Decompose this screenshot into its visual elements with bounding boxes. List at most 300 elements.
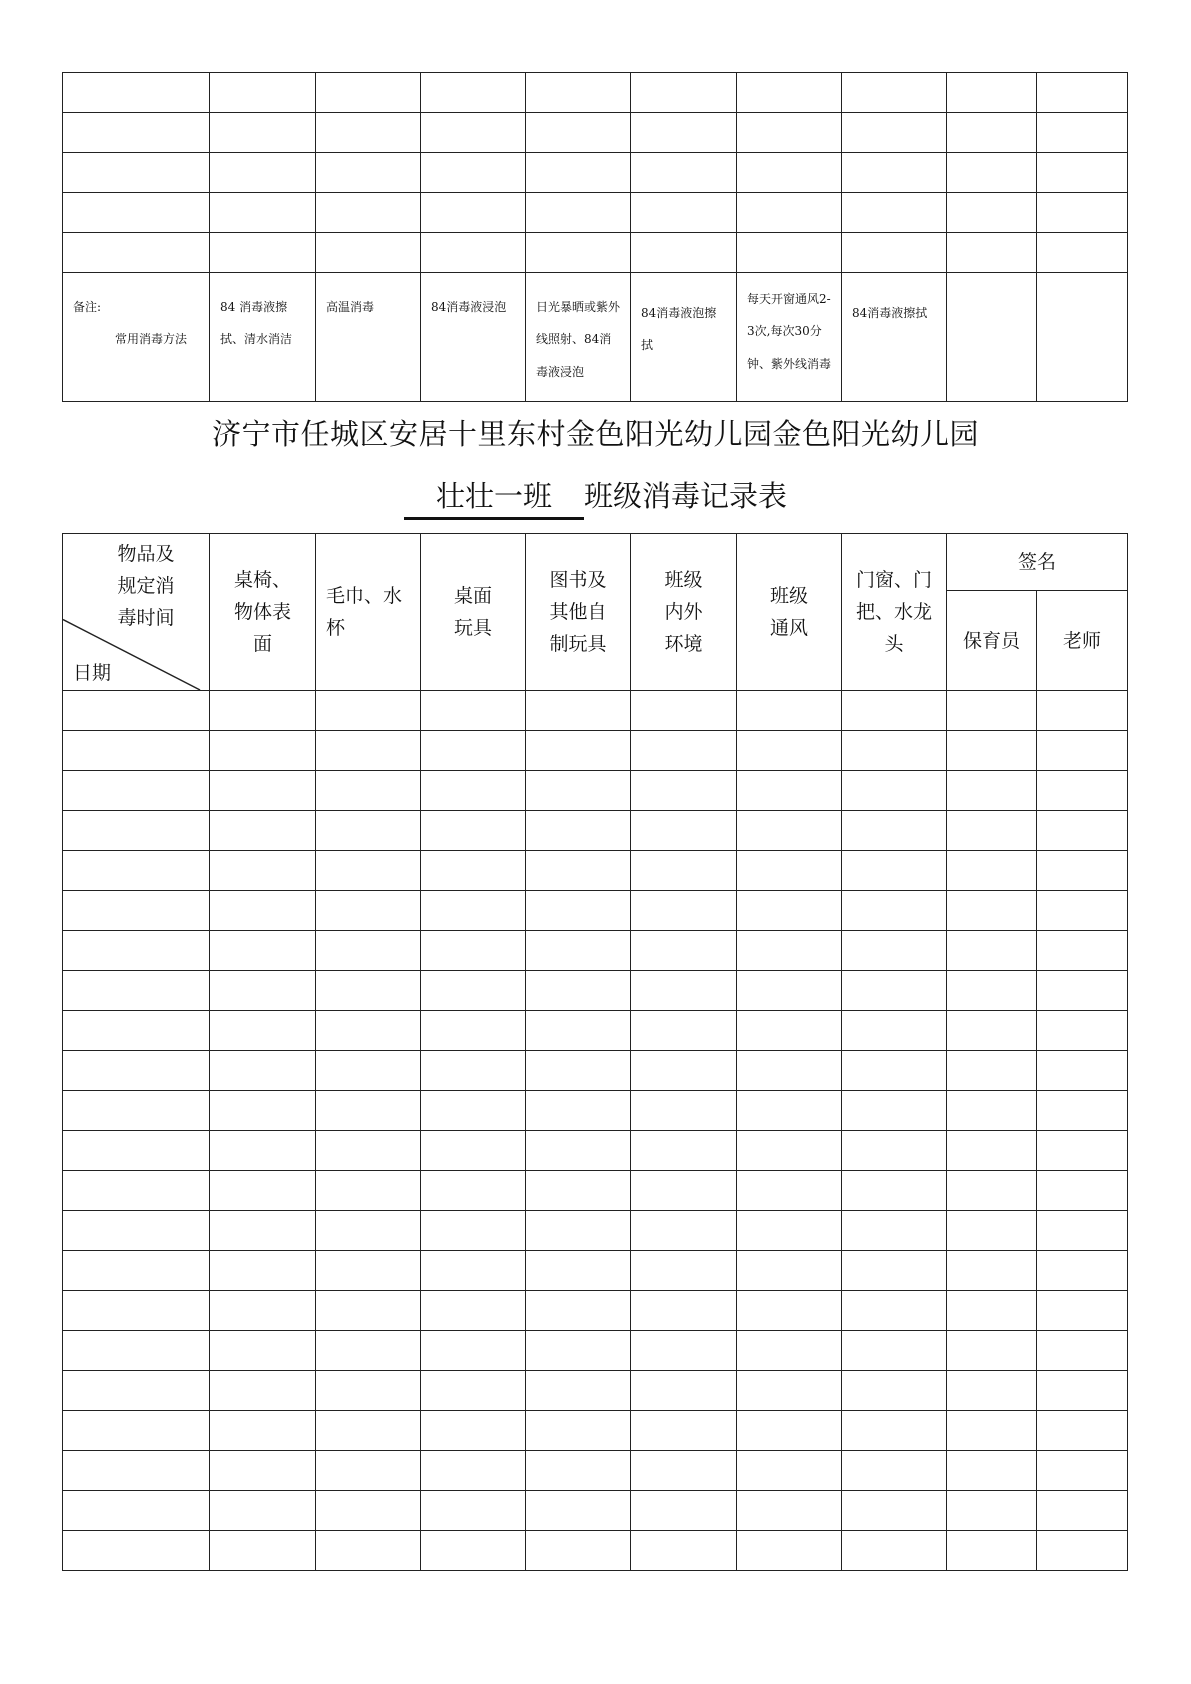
table-cell[interactable] bbox=[842, 233, 947, 273]
table-cell[interactable] bbox=[210, 1371, 316, 1411]
table-cell[interactable] bbox=[737, 1091, 842, 1131]
table-cell[interactable] bbox=[526, 731, 631, 771]
table-cell[interactable] bbox=[842, 153, 947, 193]
table-cell[interactable] bbox=[421, 73, 526, 113]
table-cell[interactable] bbox=[316, 1371, 421, 1411]
table-cell[interactable] bbox=[842, 731, 947, 771]
table-cell[interactable] bbox=[421, 1131, 526, 1171]
method-cell-environment: 84消毒液泡擦拭 bbox=[631, 273, 737, 402]
table-cell[interactable] bbox=[947, 1411, 1037, 1451]
table-cell[interactable] bbox=[316, 811, 421, 851]
table-cell[interactable] bbox=[631, 233, 737, 273]
table-cell[interactable] bbox=[421, 971, 526, 1011]
table-cell[interactable] bbox=[1037, 1251, 1128, 1291]
table-cell[interactable] bbox=[1037, 931, 1128, 971]
table-cell[interactable] bbox=[631, 1211, 737, 1251]
table-cell[interactable] bbox=[210, 1051, 316, 1091]
table-cell[interactable] bbox=[1037, 771, 1128, 811]
table-cell[interactable] bbox=[526, 1371, 631, 1411]
table-cell[interactable] bbox=[316, 1251, 421, 1291]
table-cell[interactable] bbox=[526, 1011, 631, 1051]
table-cell[interactable] bbox=[210, 1291, 316, 1331]
table-cell[interactable] bbox=[421, 1091, 526, 1131]
table-cell[interactable] bbox=[737, 1011, 842, 1051]
table-cell[interactable] bbox=[1037, 1091, 1128, 1131]
table-cell[interactable] bbox=[210, 771, 316, 811]
table-cell[interactable] bbox=[737, 233, 842, 273]
table-cell[interactable] bbox=[631, 851, 737, 891]
table-cell[interactable] bbox=[526, 771, 631, 811]
table-cell[interactable] bbox=[210, 1251, 316, 1291]
table-cell[interactable] bbox=[316, 851, 421, 891]
table-cell[interactable] bbox=[947, 193, 1037, 233]
table-cell[interactable] bbox=[316, 1131, 421, 1171]
table-cell[interactable] bbox=[947, 1291, 1037, 1331]
table-cell[interactable] bbox=[737, 1531, 842, 1571]
table-cell[interactable] bbox=[63, 811, 210, 851]
table-cell[interactable] bbox=[737, 931, 842, 971]
table-cell[interactable] bbox=[316, 1291, 421, 1331]
method-cell-ventilation: 每天开窗通风2-3次,每次30分钟、紫外线消毒 bbox=[737, 273, 842, 402]
table-cell[interactable] bbox=[421, 1251, 526, 1291]
table-cell[interactable] bbox=[737, 1211, 842, 1251]
table-cell[interactable] bbox=[842, 1531, 947, 1571]
diagonal-header-date: 日期 bbox=[73, 662, 112, 684]
table-cell[interactable] bbox=[63, 153, 210, 193]
col-header-environment: 班级内外环境 bbox=[631, 534, 737, 691]
table-cell[interactable] bbox=[316, 1171, 421, 1211]
table-cell[interactable] bbox=[63, 193, 210, 233]
table-cell[interactable] bbox=[631, 73, 737, 113]
table-cell[interactable] bbox=[631, 811, 737, 851]
table-cell[interactable] bbox=[210, 851, 316, 891]
table-cell[interactable] bbox=[316, 691, 421, 731]
table-cell[interactable] bbox=[737, 851, 842, 891]
table-cell[interactable] bbox=[526, 971, 631, 1011]
table-cell[interactable] bbox=[526, 1331, 631, 1371]
table-cell[interactable] bbox=[737, 1451, 842, 1491]
table-cell[interactable] bbox=[947, 113, 1037, 153]
table-cell[interactable] bbox=[1037, 233, 1128, 273]
table-cell[interactable] bbox=[737, 811, 842, 851]
table-cell[interactable] bbox=[631, 1091, 737, 1131]
table-cell[interactable] bbox=[316, 971, 421, 1011]
table-cell[interactable] bbox=[63, 1131, 210, 1171]
table-cell[interactable] bbox=[842, 1251, 947, 1291]
table-cell[interactable] bbox=[631, 193, 737, 233]
table-cell[interactable] bbox=[947, 1211, 1037, 1251]
table-cell[interactable] bbox=[210, 1011, 316, 1051]
table-cell[interactable] bbox=[63, 1011, 210, 1051]
table-cell[interactable] bbox=[526, 73, 631, 113]
table-cell[interactable] bbox=[316, 1211, 421, 1251]
table-cell[interactable] bbox=[210, 1451, 316, 1491]
table-cell[interactable] bbox=[63, 1211, 210, 1251]
table-cell[interactable] bbox=[421, 1411, 526, 1451]
table-cell[interactable] bbox=[737, 1291, 842, 1331]
table-cell[interactable] bbox=[737, 153, 842, 193]
table-cell[interactable] bbox=[947, 1371, 1037, 1411]
table-cell[interactable] bbox=[1037, 691, 1128, 731]
table-cell[interactable] bbox=[421, 691, 526, 731]
table-row bbox=[63, 1051, 1128, 1091]
diagonal-header-items: 物品及规定消毒时间 bbox=[117, 543, 175, 629]
table-cell[interactable] bbox=[842, 1331, 947, 1371]
table-cell[interactable] bbox=[631, 771, 737, 811]
table-cell[interactable] bbox=[737, 73, 842, 113]
table-cell[interactable] bbox=[631, 153, 737, 193]
remark-cell bbox=[63, 273, 210, 402]
table-cell[interactable] bbox=[210, 1211, 316, 1251]
table-cell[interactable] bbox=[1037, 811, 1128, 851]
table-cell[interactable] bbox=[842, 851, 947, 891]
table-row bbox=[63, 1371, 1128, 1411]
table-cell[interactable] bbox=[316, 233, 421, 273]
table-cell[interactable] bbox=[631, 1291, 737, 1331]
table-cell[interactable] bbox=[1037, 1291, 1128, 1331]
method-cell-furniture: 84 消毒液擦拭、清水消洁 bbox=[210, 273, 316, 402]
table-cell[interactable] bbox=[316, 1451, 421, 1491]
table-cell[interactable] bbox=[421, 1491, 526, 1531]
table-cell[interactable] bbox=[526, 1451, 631, 1491]
table-cell[interactable] bbox=[842, 811, 947, 851]
table-cell[interactable] bbox=[947, 1331, 1037, 1371]
disinfection-methods-row bbox=[63, 273, 1128, 402]
table-cell[interactable] bbox=[947, 931, 1037, 971]
table-cell[interactable] bbox=[947, 731, 1037, 771]
col-header-toys: 桌面玩具 bbox=[421, 534, 526, 691]
table-cell[interactable] bbox=[421, 731, 526, 771]
table-cell[interactable] bbox=[842, 1051, 947, 1091]
table-cell[interactable] bbox=[947, 233, 1037, 273]
table-cell[interactable] bbox=[1037, 1531, 1128, 1571]
table-cell[interactable] bbox=[63, 1371, 210, 1411]
table-row bbox=[63, 971, 1128, 1011]
table-cell[interactable] bbox=[631, 1411, 737, 1451]
table-cell[interactable] bbox=[526, 891, 631, 931]
table-cell[interactable] bbox=[947, 1491, 1037, 1531]
table-cell[interactable] bbox=[210, 1411, 316, 1451]
table-cell[interactable] bbox=[421, 771, 526, 811]
table-cell[interactable] bbox=[1037, 1331, 1128, 1371]
diagonal-header-cell bbox=[63, 534, 210, 691]
table-cell[interactable] bbox=[526, 811, 631, 851]
table-cell[interactable] bbox=[210, 1091, 316, 1131]
table-cell[interactable] bbox=[737, 891, 842, 931]
table-cell[interactable] bbox=[63, 731, 210, 771]
table-cell[interactable] bbox=[526, 1531, 631, 1571]
table-cell[interactable] bbox=[1037, 1451, 1128, 1491]
table-cell[interactable] bbox=[842, 1491, 947, 1531]
table-cell[interactable] bbox=[631, 731, 737, 771]
table-cell[interactable] bbox=[631, 891, 737, 931]
table-cell[interactable] bbox=[526, 1171, 631, 1211]
table-cell[interactable] bbox=[947, 1451, 1037, 1491]
table-cell[interactable] bbox=[63, 1331, 210, 1371]
table-cell[interactable] bbox=[947, 1051, 1037, 1091]
table-cell[interactable] bbox=[63, 1491, 210, 1531]
col-header-ventilation: 班级通风 bbox=[737, 534, 842, 691]
table-cell[interactable] bbox=[421, 1331, 526, 1371]
table-cell[interactable] bbox=[210, 971, 316, 1011]
table-cell[interactable] bbox=[842, 1211, 947, 1251]
table-cell[interactable] bbox=[947, 73, 1037, 113]
table-cell[interactable] bbox=[737, 731, 842, 771]
table-cell[interactable] bbox=[526, 1251, 631, 1291]
table-cell[interactable] bbox=[210, 233, 316, 273]
title-line bbox=[0, 474, 1191, 520]
table-cell[interactable] bbox=[631, 931, 737, 971]
table-cell[interactable] bbox=[1037, 1411, 1128, 1451]
table-cell[interactable] bbox=[947, 1011, 1037, 1051]
table-cell[interactable] bbox=[737, 113, 842, 153]
table-cell[interactable] bbox=[526, 113, 631, 153]
table-cell[interactable] bbox=[526, 193, 631, 233]
table-cell[interactable] bbox=[1037, 1011, 1128, 1051]
table-row bbox=[63, 1411, 1128, 1451]
table-cell[interactable] bbox=[210, 1171, 316, 1211]
table-cell[interactable] bbox=[526, 153, 631, 193]
table-cell[interactable] bbox=[842, 971, 947, 1011]
table-cell[interactable] bbox=[421, 1011, 526, 1051]
table-cell[interactable] bbox=[526, 1051, 631, 1091]
table-cell[interactable] bbox=[316, 1051, 421, 1091]
table-cell[interactable] bbox=[947, 1251, 1037, 1291]
table-cell[interactable] bbox=[316, 1491, 421, 1531]
table-cell[interactable] bbox=[1037, 1131, 1128, 1171]
table-cell[interactable] bbox=[526, 1291, 631, 1331]
table-cell[interactable] bbox=[210, 731, 316, 771]
table-cell[interactable] bbox=[421, 1051, 526, 1091]
table-cell[interactable] bbox=[737, 1371, 842, 1411]
table-cell[interactable] bbox=[421, 1211, 526, 1251]
table-cell[interactable] bbox=[842, 771, 947, 811]
table-cell[interactable] bbox=[421, 811, 526, 851]
table-cell[interactable] bbox=[316, 1411, 421, 1451]
table-cell[interactable] bbox=[842, 1091, 947, 1131]
table-cell[interactable] bbox=[1037, 1171, 1128, 1211]
table-cell[interactable] bbox=[316, 1531, 421, 1571]
table-cell[interactable] bbox=[631, 1531, 737, 1571]
table-cell[interactable] bbox=[63, 891, 210, 931]
table-cell[interactable] bbox=[947, 971, 1037, 1011]
table-cell[interactable] bbox=[316, 153, 421, 193]
table-cell[interactable] bbox=[210, 931, 316, 971]
table-cell[interactable] bbox=[1037, 1491, 1128, 1531]
table-cell[interactable] bbox=[631, 1051, 737, 1091]
table-row bbox=[63, 1171, 1128, 1211]
table-cell[interactable] bbox=[631, 1131, 737, 1171]
table-cell[interactable] bbox=[316, 1091, 421, 1131]
table-cell[interactable] bbox=[316, 1011, 421, 1051]
table-cell[interactable] bbox=[63, 1171, 210, 1211]
table-row bbox=[63, 73, 1128, 113]
table-cell[interactable] bbox=[526, 931, 631, 971]
table-cell[interactable] bbox=[631, 1491, 737, 1531]
school-name: 济宁市任城区安居十里东村金色阳光幼儿园金色阳光幼儿园 bbox=[211, 417, 979, 451]
table-cell[interactable] bbox=[421, 851, 526, 891]
table-cell[interactable] bbox=[842, 931, 947, 971]
table-cell[interactable] bbox=[1037, 851, 1128, 891]
table-cell[interactable] bbox=[737, 771, 842, 811]
table-cell[interactable] bbox=[316, 771, 421, 811]
table-cell[interactable] bbox=[737, 1251, 842, 1291]
table-cell[interactable] bbox=[63, 691, 210, 731]
table-cell[interactable] bbox=[947, 1131, 1037, 1171]
table-cell[interactable] bbox=[737, 193, 842, 233]
table-cell[interactable] bbox=[63, 971, 210, 1011]
table-cell[interactable] bbox=[947, 1091, 1037, 1131]
table-cell[interactable] bbox=[316, 73, 421, 113]
table-cell[interactable] bbox=[631, 971, 737, 1011]
table-cell[interactable] bbox=[947, 771, 1037, 811]
table-cell[interactable] bbox=[421, 1371, 526, 1411]
table-cell[interactable] bbox=[631, 1371, 737, 1411]
method-cell-doors: 84消毒液擦拭 bbox=[842, 273, 947, 402]
table-cell[interactable] bbox=[947, 691, 1037, 731]
table-cell[interactable] bbox=[947, 851, 1037, 891]
table-row bbox=[63, 233, 1128, 273]
table-cell[interactable] bbox=[631, 1011, 737, 1051]
table-cell[interactable] bbox=[1037, 153, 1128, 193]
table-cell[interactable] bbox=[842, 691, 947, 731]
table-cell[interactable] bbox=[421, 233, 526, 273]
table-cell[interactable] bbox=[63, 1411, 210, 1451]
table-cell[interactable] bbox=[842, 1451, 947, 1491]
col-header-caregiver: 保育员 bbox=[947, 591, 1037, 691]
table-cell[interactable] bbox=[526, 233, 631, 273]
table-cell[interactable] bbox=[210, 1131, 316, 1171]
table-cell[interactable] bbox=[421, 1171, 526, 1211]
table-cell[interactable] bbox=[737, 1171, 842, 1211]
table-cell[interactable] bbox=[1037, 1211, 1128, 1251]
table-cell[interactable] bbox=[63, 113, 210, 153]
table-cell[interactable] bbox=[210, 1331, 316, 1371]
table-cell[interactable] bbox=[1037, 1371, 1128, 1411]
table-cell[interactable] bbox=[842, 73, 947, 113]
table-cell[interactable] bbox=[842, 193, 947, 233]
table-cell[interactable] bbox=[210, 193, 316, 233]
table-cell[interactable] bbox=[631, 1331, 737, 1371]
method-cell-empty-2 bbox=[1037, 273, 1128, 402]
header-row-1 bbox=[63, 534, 1128, 591]
table-cell[interactable] bbox=[737, 1411, 842, 1451]
table-cell[interactable] bbox=[210, 1491, 316, 1531]
table-cell[interactable] bbox=[526, 1091, 631, 1131]
table-cell[interactable] bbox=[63, 851, 210, 891]
table-cell[interactable] bbox=[631, 113, 737, 153]
table-cell[interactable] bbox=[63, 73, 210, 113]
table-cell[interactable] bbox=[421, 1451, 526, 1491]
table-cell[interactable] bbox=[316, 891, 421, 931]
table-cell[interactable] bbox=[210, 153, 316, 193]
table-cell[interactable] bbox=[947, 811, 1037, 851]
table-cell[interactable] bbox=[421, 113, 526, 153]
col-header-signature: 签名 bbox=[947, 534, 1128, 591]
method-cell-books: 日光暴晒或紫外线照射、84消毒液浸泡 bbox=[526, 273, 631, 402]
col-header-towel: 毛巾、水杯 bbox=[316, 534, 421, 691]
table-cell[interactable] bbox=[421, 193, 526, 233]
table-cell[interactable] bbox=[737, 971, 842, 1011]
table-cell[interactable] bbox=[842, 891, 947, 931]
table-cell[interactable] bbox=[63, 771, 210, 811]
table-cell[interactable] bbox=[842, 1171, 947, 1211]
table-cell[interactable] bbox=[316, 113, 421, 153]
table-cell[interactable] bbox=[210, 73, 316, 113]
table-cell[interactable] bbox=[210, 891, 316, 931]
table-cell[interactable] bbox=[842, 1291, 947, 1331]
table-cell[interactable] bbox=[316, 731, 421, 771]
table-cell[interactable] bbox=[63, 233, 210, 273]
table-cell[interactable] bbox=[421, 931, 526, 971]
table-cell[interactable] bbox=[63, 1051, 210, 1091]
table-cell[interactable] bbox=[63, 1251, 210, 1291]
table-cell[interactable] bbox=[526, 851, 631, 891]
table-cell[interactable] bbox=[1037, 193, 1128, 233]
table-cell[interactable] bbox=[1037, 731, 1128, 771]
table-cell[interactable] bbox=[631, 1251, 737, 1291]
table-cell[interactable] bbox=[526, 1211, 631, 1251]
table-cell[interactable] bbox=[842, 1371, 947, 1411]
table-cell[interactable] bbox=[421, 1531, 526, 1571]
table-cell[interactable] bbox=[947, 1531, 1037, 1571]
table-cell[interactable] bbox=[63, 1291, 210, 1331]
table-cell[interactable] bbox=[210, 113, 316, 153]
table-cell[interactable] bbox=[526, 1131, 631, 1171]
table-cell[interactable] bbox=[631, 1171, 737, 1211]
table-cell[interactable] bbox=[63, 931, 210, 971]
col-header-furniture: 桌椅、物体表面 bbox=[210, 534, 316, 691]
table-cell[interactable] bbox=[737, 1131, 842, 1171]
table-cell[interactable] bbox=[421, 891, 526, 931]
table-cell[interactable] bbox=[316, 931, 421, 971]
table-cell[interactable] bbox=[631, 691, 737, 731]
table-cell[interactable] bbox=[947, 1171, 1037, 1211]
table-cell[interactable] bbox=[526, 1411, 631, 1451]
table-cell[interactable] bbox=[526, 691, 631, 731]
table-cell[interactable] bbox=[842, 1011, 947, 1051]
table-cell[interactable] bbox=[1037, 971, 1128, 1011]
table-cell[interactable] bbox=[421, 1291, 526, 1331]
table-cell[interactable] bbox=[842, 1411, 947, 1451]
col-header-doors: 门窗、门把、水龙头 bbox=[842, 534, 947, 691]
table-cell[interactable] bbox=[1037, 113, 1128, 153]
table-cell[interactable] bbox=[947, 153, 1037, 193]
table-cell[interactable] bbox=[631, 1451, 737, 1491]
table-cell[interactable] bbox=[737, 1491, 842, 1531]
table-cell[interactable] bbox=[210, 691, 316, 731]
table-cell[interactable] bbox=[63, 1531, 210, 1571]
table-cell[interactable] bbox=[1037, 1051, 1128, 1091]
table-cell[interactable] bbox=[1037, 891, 1128, 931]
table-cell[interactable] bbox=[421, 153, 526, 193]
table-cell[interactable] bbox=[1037, 73, 1128, 113]
table-row bbox=[63, 691, 1128, 731]
table-cell[interactable] bbox=[737, 1331, 842, 1371]
table-cell[interactable] bbox=[842, 113, 947, 153]
table-cell[interactable] bbox=[210, 1531, 316, 1571]
table-cell[interactable] bbox=[737, 691, 842, 731]
table-cell[interactable] bbox=[63, 1091, 210, 1131]
table-cell[interactable] bbox=[63, 1451, 210, 1491]
table-cell[interactable] bbox=[842, 1131, 947, 1171]
table-cell[interactable] bbox=[316, 1331, 421, 1371]
table-cell[interactable] bbox=[737, 1051, 842, 1091]
table-cell[interactable] bbox=[526, 1491, 631, 1531]
table-cell[interactable] bbox=[947, 891, 1037, 931]
table-cell[interactable] bbox=[316, 193, 421, 233]
table-cell[interactable] bbox=[210, 811, 316, 851]
